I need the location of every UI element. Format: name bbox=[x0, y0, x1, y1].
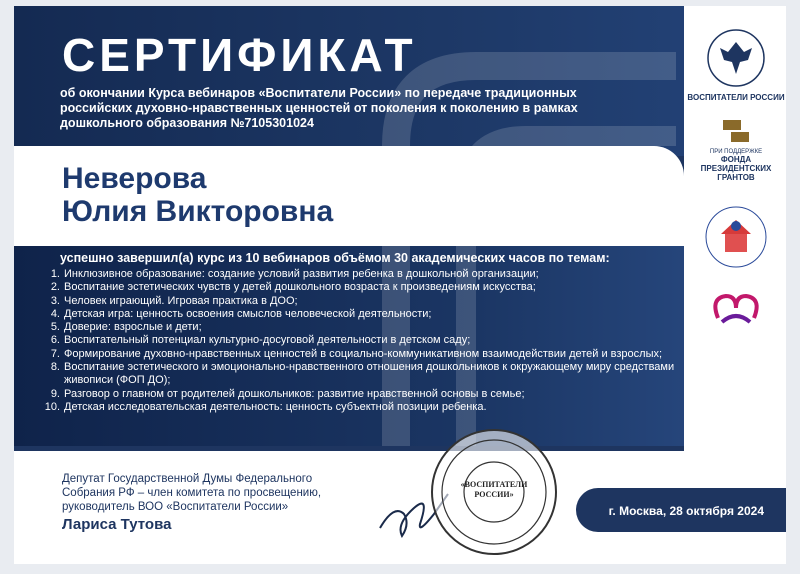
heart-logo-icon bbox=[706, 288, 766, 332]
recipient-given-names: Юлия Викторовна bbox=[62, 195, 334, 228]
topic-item bbox=[40, 268, 690, 281]
logo-vospitateli bbox=[686, 28, 786, 102]
topic-number: 5. bbox=[50, 321, 60, 334]
topic-text: Разговор о главном от родителей дошкольников: развитие нравственной основы в семье; bbox=[64, 387, 525, 400]
topic-text: Детская игра: ценность освоения смыслов человеческой деятельности; bbox=[64, 307, 432, 320]
certificate bbox=[14, 6, 786, 564]
topic-number: 1. bbox=[50, 268, 60, 280]
topic-number: 10. bbox=[44, 400, 60, 413]
signer-role: Депутат Государственной Думы Федерального Собрания РФ – член комитета по просвещению, руководитель ВОО «Воспитатели России» bbox=[62, 473, 322, 513]
topic-item bbox=[40, 361, 690, 388]
topic-number: 4. bbox=[50, 307, 60, 320]
logo-parents-committee bbox=[686, 204, 786, 275]
topic-number: 2. bbox=[50, 281, 60, 294]
house-heart-emblem-icon bbox=[703, 204, 769, 270]
topic-number: 7. bbox=[50, 347, 60, 360]
recipient-name bbox=[62, 162, 333, 228]
certificate-subtitle: об окончании Курса вебинаров «Воспитатели России» по передаче традиционных российских духовно-нравственных ценностей от поколения к поколению в рамках дошкольного образования №7105301024 bbox=[60, 86, 578, 130]
issue-date: г. Москва, 28 октября 2024 bbox=[608, 504, 764, 518]
topic-item bbox=[40, 401, 690, 414]
topic-number: 6. bbox=[50, 334, 60, 347]
logo-grants-fund bbox=[686, 118, 786, 182]
topic-number: 3. bbox=[50, 294, 60, 307]
logo-vospitateli-label: ВОСПИТАТЕЛИ РОССИИ bbox=[687, 93, 785, 102]
eagle-emblem-icon bbox=[706, 28, 766, 88]
topic-item bbox=[40, 321, 690, 334]
topic-number: 9. bbox=[50, 387, 60, 400]
topic-item bbox=[40, 295, 690, 308]
stamp-center-text: «ВОСПИТАТЕЛИ РОССИИ» bbox=[460, 480, 528, 499]
topics-list bbox=[40, 268, 690, 414]
topic-text: Доверие: взрослые и дети; bbox=[64, 321, 202, 334]
topic-text: Инклюзивное образование: создание условий развития ребенка в дошкольной организации; bbox=[64, 268, 539, 280]
topic-text: Формирование духовно-нравственных ценностей в социально-коммуникативном взаимодействии детей и взрослых; bbox=[64, 347, 663, 360]
topic-item bbox=[40, 348, 690, 361]
signer-name: Лариса Тутова bbox=[62, 516, 172, 533]
topic-text: Воспитательный потенциал культурно-досуговой деятельности в детском саду; bbox=[64, 334, 471, 347]
topic-item bbox=[40, 334, 690, 347]
topic-text: Воспитание эстетических чувств у детей дошкольного возраста к произведениям искусства; bbox=[64, 281, 536, 294]
topic-number: 8. bbox=[50, 361, 60, 374]
topic-item bbox=[40, 308, 690, 321]
topic-text: Детская исследовательская деятельность: ценность субъектной позиции ребенка. bbox=[64, 400, 487, 413]
recipient-surname: Неверова bbox=[62, 162, 207, 195]
grants-fund-icon bbox=[721, 118, 751, 144]
certificate-title: СЕРТИФИКАТ bbox=[62, 29, 417, 81]
topic-item bbox=[40, 388, 690, 401]
grants-support-label: ПРИ ПОДДЕРЖКЕ bbox=[709, 149, 763, 155]
course-intro: успешно завершил(а) курс из 10 вебинаров объёмом 30 академических часов по темам: bbox=[60, 251, 610, 265]
topic-item bbox=[40, 281, 690, 294]
grants-fund-label: ФОНДА ПРЕЗИДЕНТСКИХ ГРАНТОВ bbox=[700, 155, 772, 182]
logo-heart bbox=[686, 288, 786, 337]
topic-text: Воспитание эстетического и эмоционально-нравственного отношения дошкольников к окружающему миру средствами живописи (ФОП ДО); bbox=[64, 361, 675, 387]
topic-text: Человек играющий. Игровая практика в ДОО; bbox=[64, 294, 298, 307]
